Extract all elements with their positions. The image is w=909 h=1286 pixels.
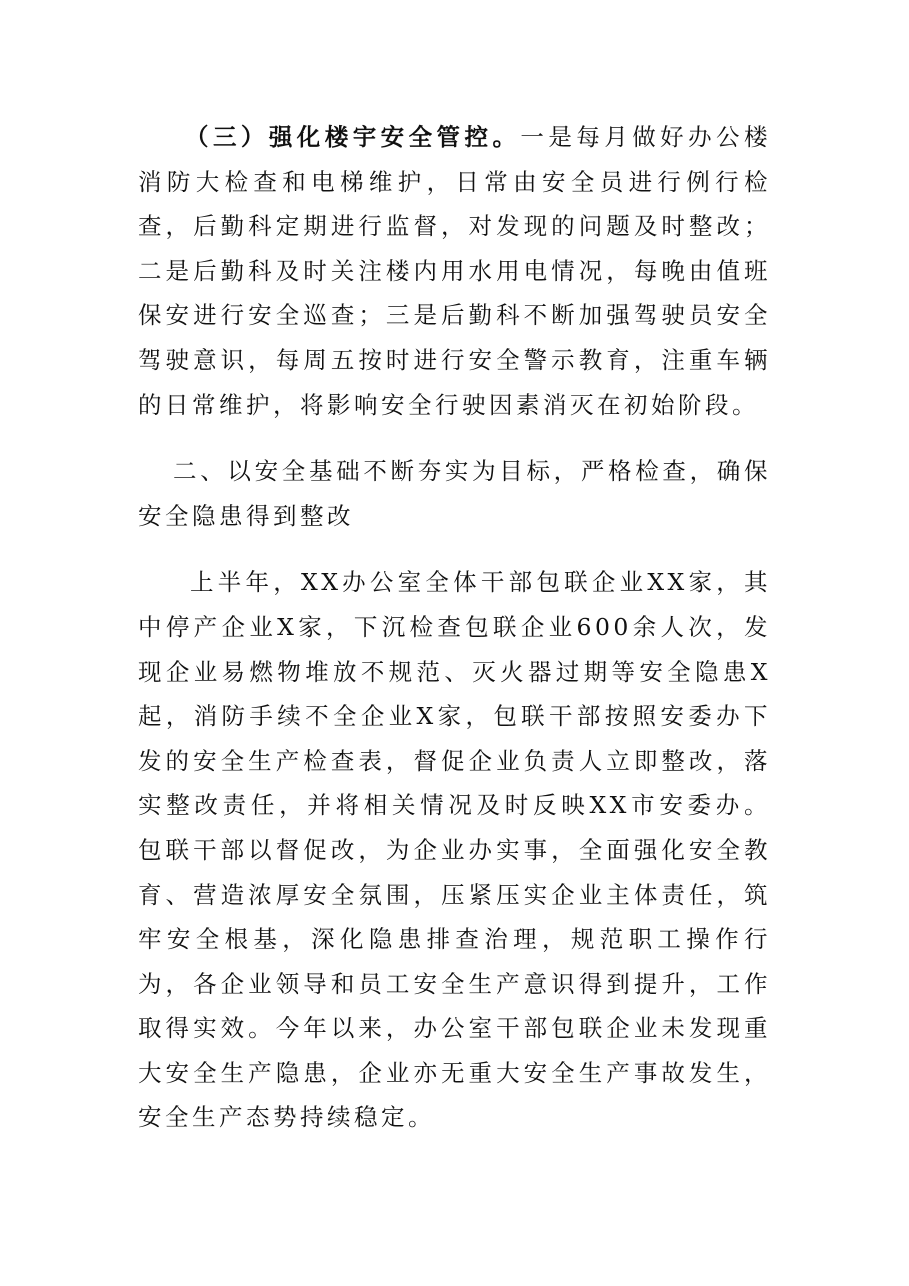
section-2-body-paragraph: 上半年，XX办公室全体干部包联企业XX家，其中停产企业X家，下沉检查包联企业600余人次，发现企业易燃物堆放不规范、灭火器过期等安全隐患X起，消防手续不全企业X家，包联干部按照安委办下发的安全生产检查表，督促企业负责人立即整改，落实整改责任，并将相关情况及时反映XX市安委办。包联干部以督促改，为企业办实事，全面强化安全教育、营造浓厚安全氛围，压紧压实企业主体责任，筑牢安全根基，深化隐患排查治理，规范职工操作行为，各企业领导和员工安全生产意识得到提升，工作取得实效。今年以来，办公室干部包联企业未发现重大安全生产隐患，企业亦无重大安全生产事故发生，安全生产态势持续稳定。 — [138, 568, 771, 1132]
section-2-heading: 二、以安全基础不断夯实为目标，严格检查，确保安全隐患得到整改 — [138, 457, 771, 530]
section-3-lead-heading: （三）强化楼宇安全管控。 — [185, 123, 521, 151]
section-3-paragraph — [138, 115, 771, 427]
section-3-body-text: 一是每月做好办公楼消防大检查和电梯维护，日常由安全员进行例行检查，后勤科定期进行监督，对发现的问题及时整改；二是后勤科及时关注楼内用水用电情况，每晚由值班保安进行安全巡查；三是后勤科不断加强驾驶员安全驾驶意识，每周五按时进行安全警示教育，注重车辆的日常维护，将影响安全行驶因素消灭在初始阶段。 — [138, 123, 772, 419]
